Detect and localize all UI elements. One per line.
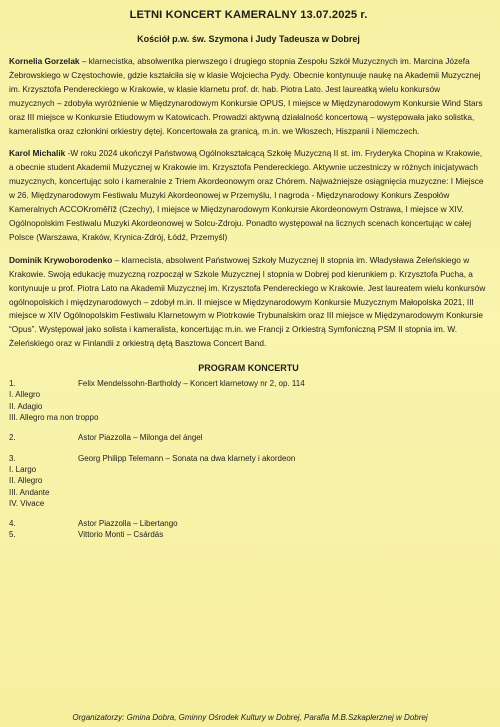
item-title: Astor Piazzolla – Milonga del ángel (78, 433, 203, 443)
organizers-footer: Organizatorzy: Gmina Dobra, Gminny Ośrodek Kultury w Dobrej, Parafia M.B.Szkaplerznej w Dobrej (72, 713, 428, 722)
item-title: Vittorio Monti – Csárdás (78, 530, 164, 540)
program-item-1 (9, 378, 488, 423)
page-title: LETNI KONCERT KAMERALNY 13.07.2025 r. (129, 9, 368, 21)
bio-name: Kornelia Gorzelak (9, 56, 80, 66)
item-number: 1. (9, 379, 16, 389)
item-title: Astor Piazzolla – Libertango (78, 519, 178, 529)
bio-dominik (9, 254, 488, 351)
program-item-4 (9, 518, 488, 529)
bio-text: – klarnecista, absolwent Państwowej Szkoły Muzycznej II stopnia im. Władysława Żeleńskiego w Krakowie. Swoją edukację muzyczną rozpoczął w Szkole Muzycznej I stopnia w Dobrej pod kierunkiem p. Krzysztofa Pucha, a kontynuuje u prof. Piotra Lato na Akademii Muzycznej im. Krzysztofa Pendereckiego w Krakowie. Jest laureatem wielu konkursów ogólnopolskich i międzynarodowych – zdobył m.in. II miejsce w Międzynarodowym Konkursie Muzycznym Małopolska 2021, III miejsce w XIV Ogólnopolskim Festiwalu Klarnetowym w Piotrkowie Trybunalskim oraz III miejsce w Międzynarodowym Konkursie “Opus”. Występował jako solista i kameralista, koncertując m.in. we Francji z Orkiestrą Symfoniczną PSM II stopnia im. W. Żeleńskiego oraz w Finlandii z orkiestrą dętą Basztowa Concert Band. (9, 254, 486, 349)
item-number: 5. (9, 530, 16, 540)
bio-text: – klarnecistka, absolwentka pierwszego i drugiego stopnia Zespołu Szkół Muzycznych im. Marcina Józefa Żebrowskiego w Częstochowie, gdzie kształciła się w klasie Wojciecha Pydy. Obecnie kontynuuje naukę na Akademii Muzycznej im. Krzysztofa Pendereckiego w Krakowie, w klasie klarnetu prof. dr. hab. Piotra Lato. Jest laureatką wielu konkursów muzycznych – zdobyła wyróżnienie w Międzynarodowym Konkursie OPUS, I miejsce w Międzynarodowym Konkursie Wind Stars oraz III miejsce w Konkursie Etiudowym w Katowicach. Prowadzi aktywną działalność koncertową – występowała jako solistka, kameralistka oraz członkini orkiestry dętej. Koncertowała za granicą, m.in. we Włoszech, Hiszpanii i Niemczech. (9, 56, 483, 136)
program-list (9, 378, 488, 541)
bio-name: Karol Michalik (9, 148, 66, 159)
bio-name: Dominik Krywoborodenko (9, 254, 113, 265)
bio-text: -W roku 2024 ukończył Państwową Ogólnokształcącą Szkołę Muzyczną II st. im. Fryderyka Chopina w Krakowie, a obecnie student Akademii Muzycznej w Krakowie im. Krzysztofa Pendereckiego. Aktywnie uczestniczy w różnych inicjatywach muzycznych, koncertując solo i kameralnie z Triem Akordeonowym oraz Chórem. Najważniejsze osiągnięcia muzyczne: I Miejsce w 26. Międzynarodowym Festiwalu Muzyki Akordeonowej w Przemyślu, I nagroda - Międzynarodowy Konkurs Zespołów Kameralnych ACCOKroměříž (Czechy), I miejsce w Międzynarodowym Konkursie Akordeonowym Ostrawa, I miejsce w XIV. Ogólnopolskim Festiwalu Muzyki Akordeonowej w Solcu-Zdroju. Ponadto występował na licznych scenach koncertując w całej Polsce (Warszawa, Kraków, Krynica-Zdrój, Łódź, Przemyśl) (9, 148, 484, 242)
movement: I. Largo (9, 464, 37, 474)
movement: I. Allegro (9, 390, 41, 400)
movement: III. Allegro ma non troppo (9, 413, 99, 423)
program-item-5 (9, 529, 488, 540)
movement: II. Allegro (9, 476, 43, 486)
program-item-2 (9, 432, 488, 443)
item-number: 3. (9, 453, 16, 463)
movement: IV. Vivace (9, 498, 45, 508)
movement: III. Andante (9, 487, 50, 497)
movement: II. Adagio (9, 401, 43, 411)
program-item-3 (9, 453, 488, 509)
item-title: Georg Philipp Telemann – Sonata na dwa klarnety i akordeon (78, 453, 296, 463)
program-title: PROGRAM KONCERTU (198, 363, 299, 374)
bio-karol (9, 147, 488, 244)
venue-subtitle: Kościół p.w. św. Szymona i Judy Tadeusza w Dobrej (137, 34, 360, 44)
item-title: Felix Mendelssohn-Bartholdy – Koncert klarnetowy nr 2, op. 114 (78, 379, 305, 389)
bio-kornelia (9, 55, 488, 138)
item-number: 2. (9, 433, 16, 443)
item-number: 4. (9, 519, 16, 529)
